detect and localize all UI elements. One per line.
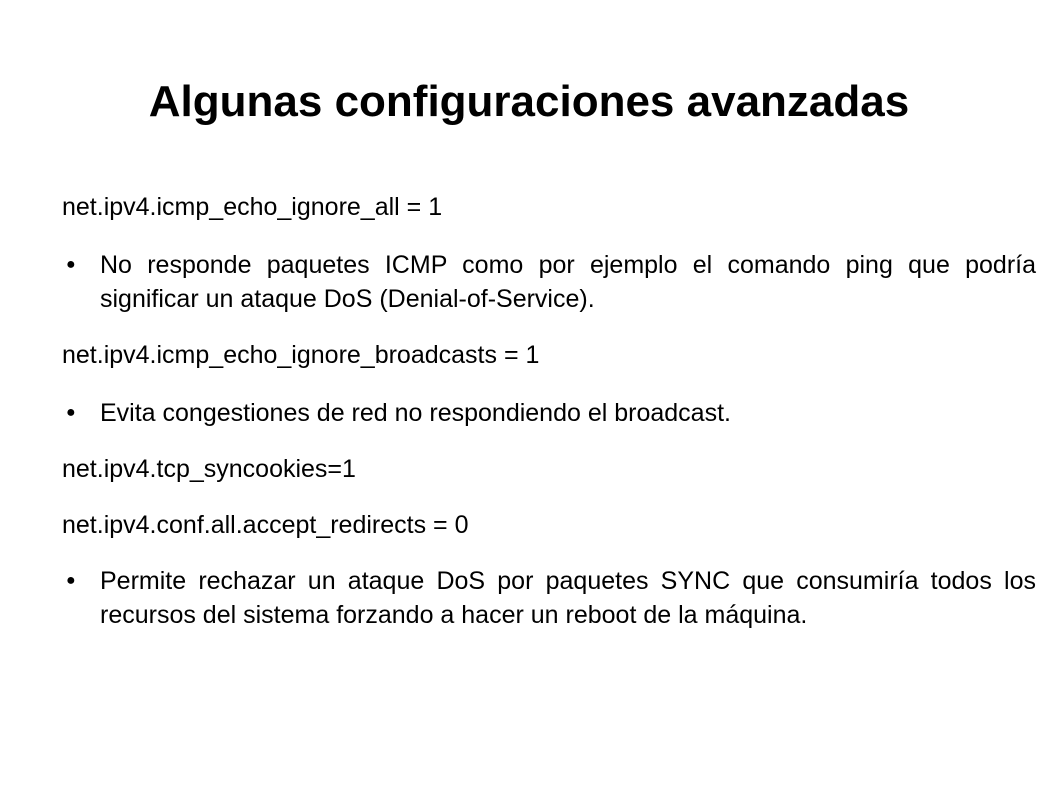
bullet-item	[62, 396, 1036, 430]
bullet-text: Permite rechazar un ataque DoS por paquetes SYNC que consumiría todos los recursos del sistema forzando a hacer un reboot de la máquina.	[100, 567, 1036, 629]
setting-tcp-syncookies: net.ipv4.tcp_syncookies=1	[62, 455, 356, 483]
setting-icmp-echo-ignore-broadcasts: net.ipv4.icmp_echo_ignore_broadcasts = 1	[62, 341, 540, 369]
setting-icmp-echo-ignore-all: net.ipv4.icmp_echo_ignore_all = 1	[62, 193, 443, 221]
bullet-item	[62, 564, 1036, 632]
setting-accept-redirects: net.ipv4.conf.all.accept_redirects = 0	[62, 511, 469, 539]
bullet-dot-icon: ●	[66, 256, 76, 273]
bullet-text: Evita congestiones de red no respondiendo el broadcast.	[100, 399, 731, 427]
bullet-text: No responde paquetes ICMP como por ejemplo el comando ping que podría significar un ataque DoS (Denial-of-Service).	[100, 251, 1036, 313]
bullet-dot-icon: ●	[66, 404, 76, 421]
slide-title: Algunas configuraciones avanzadas	[148, 77, 910, 126]
bullet-dot-icon: ●	[66, 572, 76, 589]
bullet-item	[62, 248, 1036, 316]
slide-content	[62, 190, 1036, 632]
